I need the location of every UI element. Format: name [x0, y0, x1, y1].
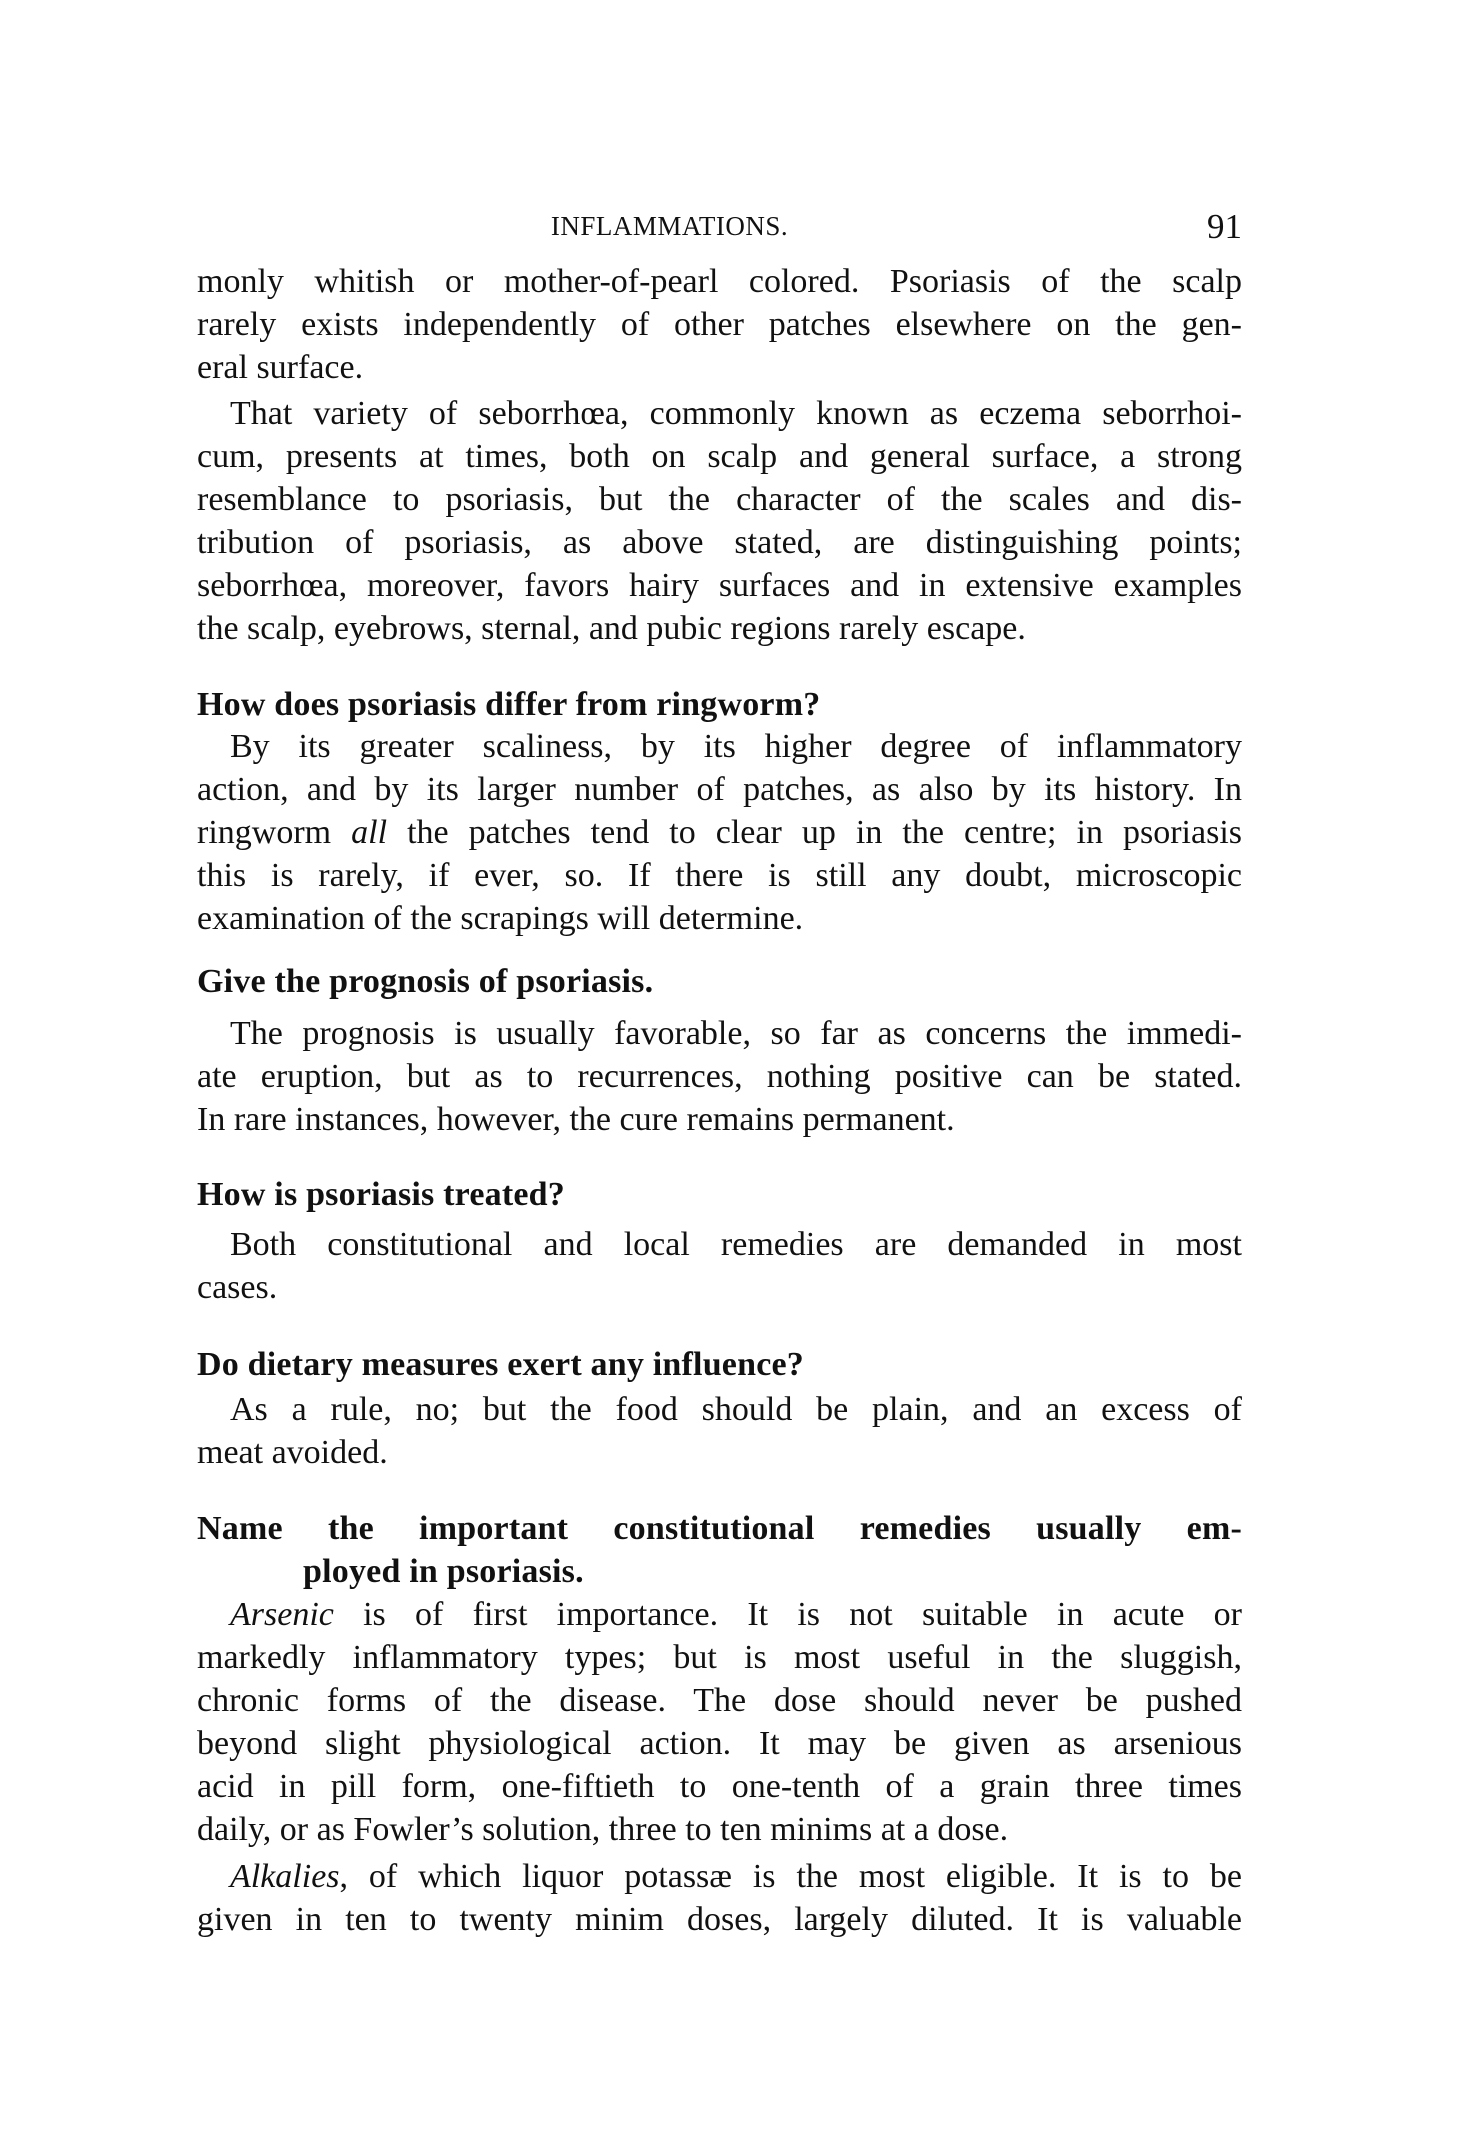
- text-line: rarely exists independently of other patches elsewhere on the gen-: [197, 306, 1242, 343]
- text-fragment: , of which liquor potassæ is the most eligible. It is to be: [339, 1858, 1242, 1895]
- page-number: 91: [1207, 207, 1242, 246]
- text-line: By its greater scaliness, by its higher degree of inflammatory: [230, 728, 1242, 765]
- running-title: INFLAMMATIONS.: [550, 211, 789, 241]
- text-line-with-emphasis: [197, 811, 1242, 854]
- question-constitutional-remedies: [197, 1507, 1242, 1593]
- emphasized-word: Arsenic: [230, 1596, 334, 1633]
- text-line: seborrhœa, moreover, favors hairy surfaces and in extensive examples: [197, 567, 1242, 604]
- question-ringworm: [197, 683, 1242, 726]
- text-line: markedly inflammatory types; but is most useful in the sluggish,: [197, 1639, 1242, 1676]
- text-line: cases.: [197, 1269, 278, 1306]
- text-line: resemblance to psoriasis, but the character of the scales and dis-: [197, 481, 1242, 518]
- question-diet: [197, 1343, 1242, 1386]
- text-line: beyond slight physiological action. It may be given as arsenious: [197, 1725, 1242, 1762]
- text-line: daily, or as Fowler’s solution, three to ten minims at a dose.: [197, 1811, 1009, 1848]
- question-heading: How is psoriasis treated?: [197, 1176, 565, 1213]
- text-line: examination of the scrapings will determine.: [197, 900, 804, 937]
- text-line: given in ten to twenty minim doses, largely diluted. It is valuable: [197, 1901, 1242, 1938]
- text-line: tribution of psoriasis, as above stated, are distinguishing points;: [197, 524, 1242, 561]
- text-line: the scalp, eyebrows, sternal, and pubic regions rarely escape.: [197, 610, 1026, 647]
- text-line: cum, presents at times, both on scalp and general surface, a strong: [197, 438, 1242, 475]
- question-heading: Name the important constitutional remedies usually em-: [197, 1510, 1242, 1547]
- text-line: Both constitutional and local remedies are demanded in most: [230, 1226, 1242, 1263]
- text-line: action, and by its larger number of patches, as also by its history. In: [197, 771, 1242, 808]
- question-heading: Give the prognosis of psoriasis.: [197, 963, 654, 1000]
- text-line: That variety of seborrhœa, commonly known as eczema seborrhoi-: [230, 395, 1242, 432]
- text-line-with-emphasis: [197, 1593, 1242, 1636]
- text-line: In rare instances, however, the cure remains permanent.: [197, 1101, 955, 1138]
- answer-arsenic: [197, 1593, 1242, 1851]
- text-line: monly whitish or mother-of-pearl colored. Psoriasis of the scalp: [197, 263, 1242, 300]
- question-treatment: [197, 1173, 1242, 1216]
- answer-ringworm: [197, 725, 1242, 940]
- emphasized-word: Alkalies: [230, 1858, 340, 1895]
- answer-prognosis: [197, 1012, 1242, 1141]
- text-line: meat avoided.: [197, 1434, 388, 1471]
- question-heading: Do dietary measures exert any influence?: [197, 1346, 804, 1383]
- question-heading: How does psoriasis differ from ringworm?: [197, 686, 821, 723]
- question-prognosis: [197, 960, 1242, 1003]
- text-fragment: the patches tend to clear up in the centre; in psoriasis: [387, 814, 1242, 851]
- text-line-with-emphasis: [197, 1855, 1242, 1898]
- running-head: [197, 205, 1242, 248]
- answer-alkalies: [197, 1855, 1242, 1941]
- text-line: As a rule, no; but the food should be plain, and an excess of: [230, 1391, 1242, 1428]
- text-line: The prognosis is usually favorable, so far as concerns the immedi-: [230, 1015, 1242, 1052]
- question-heading-continuation: ployed in psoriasis.: [303, 1553, 584, 1590]
- paragraph-scalp-psoriasis: [197, 260, 1242, 389]
- answer-treatment: [197, 1223, 1242, 1309]
- text-fragment: ringworm: [197, 814, 352, 851]
- answer-diet: [197, 1388, 1242, 1474]
- text-line: eral surface.: [197, 349, 364, 386]
- text-fragment: is of first importance. It is not suitable in acute or: [333, 1596, 1242, 1633]
- text-line: chronic forms of the disease. The dose should never be pushed: [197, 1682, 1242, 1719]
- emphasized-word: all: [351, 814, 388, 851]
- text-line: this is rarely, if ever, so. If there is still any doubt, microscopic: [197, 857, 1242, 894]
- text-line: ate eruption, but as to recurrences, nothing positive can be stated.: [197, 1058, 1242, 1095]
- paragraph-seborrhoea: [197, 392, 1242, 650]
- text-line: acid in pill form, one-fiftieth to one-tenth of a grain three times: [197, 1768, 1242, 1805]
